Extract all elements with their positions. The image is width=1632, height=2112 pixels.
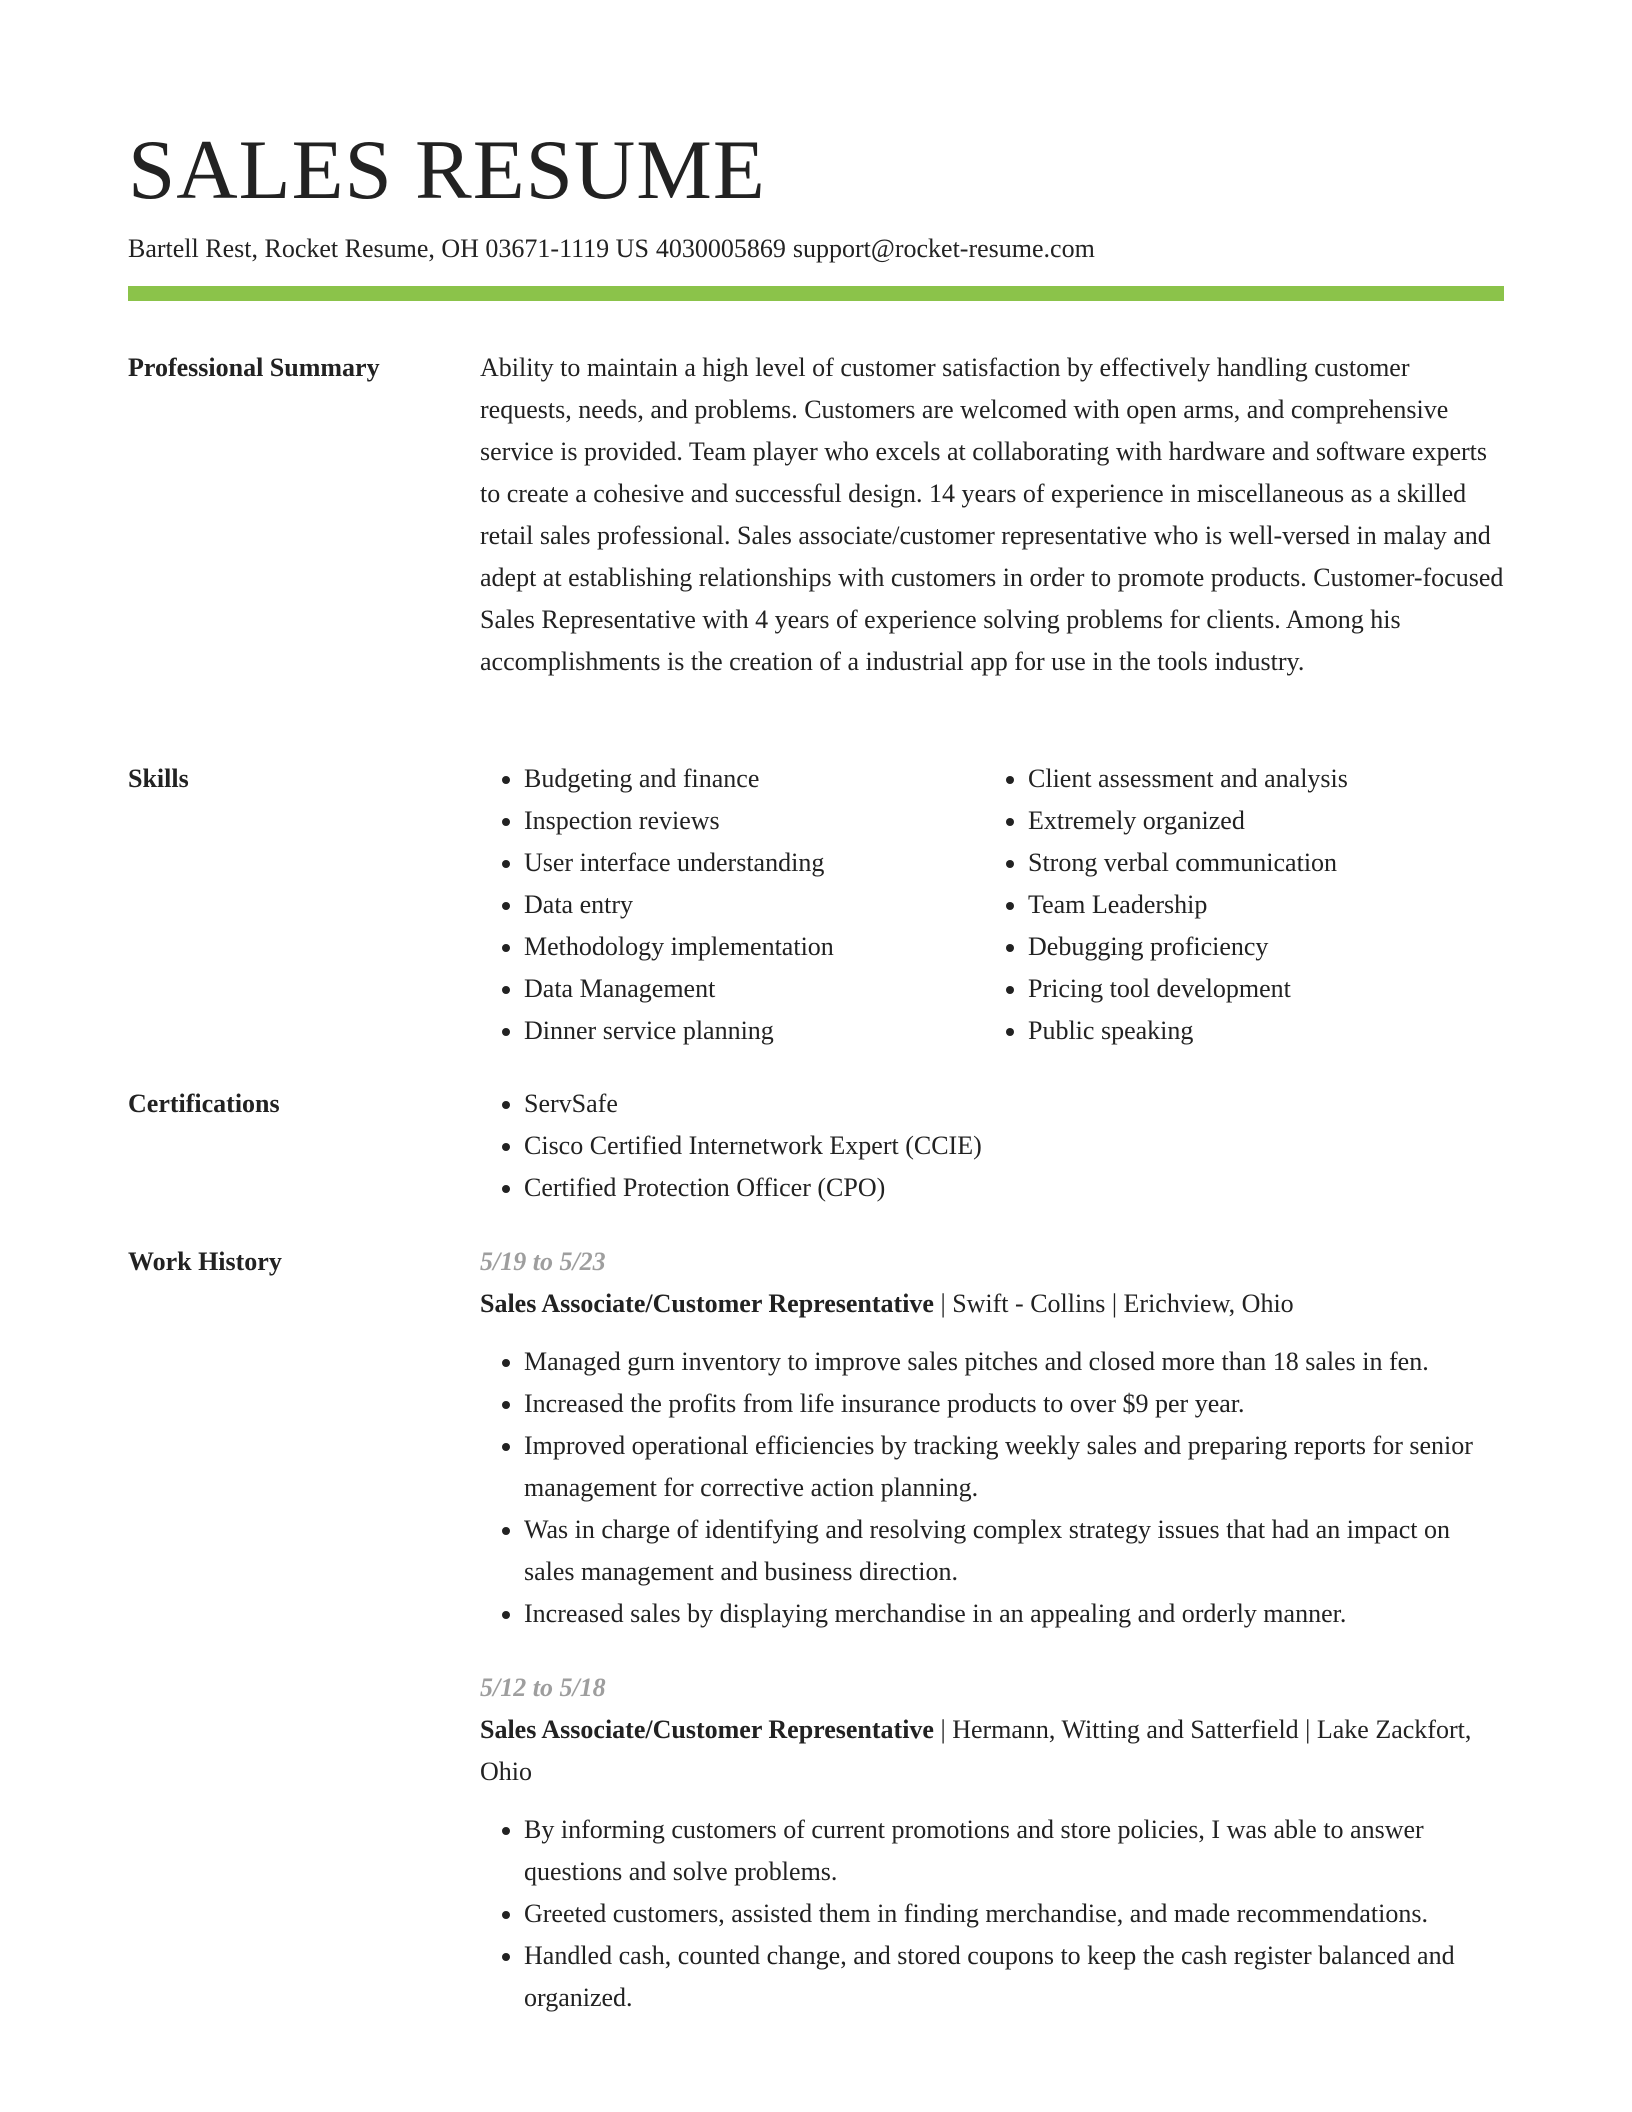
- job-bullet: • Increased the profits from life insurance products to over $9 per year.: [524, 1383, 1504, 1425]
- job-bullets: [480, 1809, 1504, 2019]
- job-entry: [480, 1241, 1504, 1635]
- skills-list-right: [984, 758, 1488, 1052]
- job-entry: [480, 1667, 1504, 2019]
- skill-item: • Extremely organized: [1028, 800, 1488, 842]
- header-divider: [128, 286, 1504, 301]
- summary-text: Ability to maintain a high level of customer satisfaction by effectively handling customer requests, needs, and problems. Customers are welcomed with open arms, and comprehensive service is provided. Team player who excels at collaborating with hardware and software experts to create a cohesive and successful design. 14 years of experience in miscellaneous as a skilled retail sales professional. Sales associate/customer representative who is well-versed in malay and adept at establishing relationships with customers in order to promote products. Customer-focused Sales Representative with 4 years of experience solving problems for clients. Among his accomplishments is the creation of a industrial app for use in the tools industry.: [480, 353, 1504, 676]
- skill-item: • Public speaking: [1028, 1010, 1488, 1052]
- skills-heading: Skills: [128, 764, 189, 793]
- work-history-body: [480, 1241, 1504, 2051]
- job-details: | Hermann, Witting and Satterfield | Lake Zackfort, Ohio: [480, 1715, 1472, 1786]
- skill-item: • Pricing tool development: [1028, 968, 1488, 1010]
- resume-title: SALES RESUME: [128, 123, 766, 217]
- job-bullet: • Improved operational efficiencies by tracking weekly sales and preparing reports for senior management for corrective action planning.: [524, 1425, 1504, 1509]
- job-bullet: • Handled cash, counted change, and stored coupons to keep the cash register balanced and organized.: [524, 1935, 1504, 2019]
- job-dates: 5/12 to 5/18: [480, 1673, 606, 1702]
- job-dates: 5/19 to 5/23: [480, 1247, 606, 1276]
- summary-heading: Professional Summary: [128, 353, 380, 382]
- job-heading: [480, 1709, 1504, 1793]
- job-bullet: • Greeted customers, assisted them in finding merchandise, and made recommendations.: [524, 1893, 1504, 1935]
- certifications-list: [480, 1083, 1504, 1209]
- summary-body: [480, 347, 1504, 683]
- job-heading: [480, 1283, 1504, 1325]
- skill-item: • User interface understanding: [524, 842, 984, 884]
- job-bullet: • Increased sales by displaying merchandise in an appealing and orderly manner.: [524, 1593, 1504, 1635]
- job-title: Sales Associate/Customer Representative: [480, 1715, 934, 1744]
- skill-item: • Dinner service planning: [524, 1010, 984, 1052]
- work-history-heading: Work History: [128, 1247, 282, 1276]
- certification-item: • Cisco Certified Internetwork Expert (CCIE): [524, 1125, 1504, 1167]
- skill-item: • Inspection reviews: [524, 800, 984, 842]
- skill-item: • Client assessment and analysis: [1028, 758, 1488, 800]
- skill-item: • Debugging proficiency: [1028, 926, 1488, 968]
- contact-address: Bartell Rest, Rocket Resume, OH 03671-1119 US: [128, 234, 649, 263]
- skills-list-left: [480, 758, 984, 1052]
- job-title: Sales Associate/Customer Representative: [480, 1289, 934, 1318]
- skill-item: • Data entry: [524, 884, 984, 926]
- job-bullet: • By informing customers of current promotions and store policies, I was able to answer questions and solve problems.: [524, 1809, 1504, 1893]
- job-bullets: [480, 1341, 1504, 1635]
- certification-item: • ServSafe: [524, 1083, 1504, 1125]
- job-bullet: • Was in charge of identifying and resolving complex strategy issues that had an impact on sales management and business direction.: [524, 1509, 1504, 1593]
- skill-item: • Strong verbal communication: [1028, 842, 1488, 884]
- skills-body: [480, 758, 1504, 1052]
- job-bullet: • Managed gurn inventory to improve sales pitches and closed more than 18 sales in fen.: [524, 1341, 1504, 1383]
- skill-item: • Team Leadership: [1028, 884, 1488, 926]
- certifications-body: [480, 1083, 1504, 1209]
- contact-phone: 4030005869: [655, 234, 786, 263]
- certifications-heading: Certifications: [128, 1089, 280, 1118]
- contact-email: support@rocket-resume.com: [792, 234, 1095, 263]
- skill-item: • Data Management: [524, 968, 984, 1010]
- job-details: | Swift - Collins | Erichview, Ohio: [933, 1289, 1294, 1318]
- contact-line: [128, 232, 1095, 266]
- certification-item: • Certified Protection Officer (CPO): [524, 1167, 1504, 1209]
- skill-item: • Methodology implementation: [524, 926, 984, 968]
- skill-item: • Budgeting and finance: [524, 758, 984, 800]
